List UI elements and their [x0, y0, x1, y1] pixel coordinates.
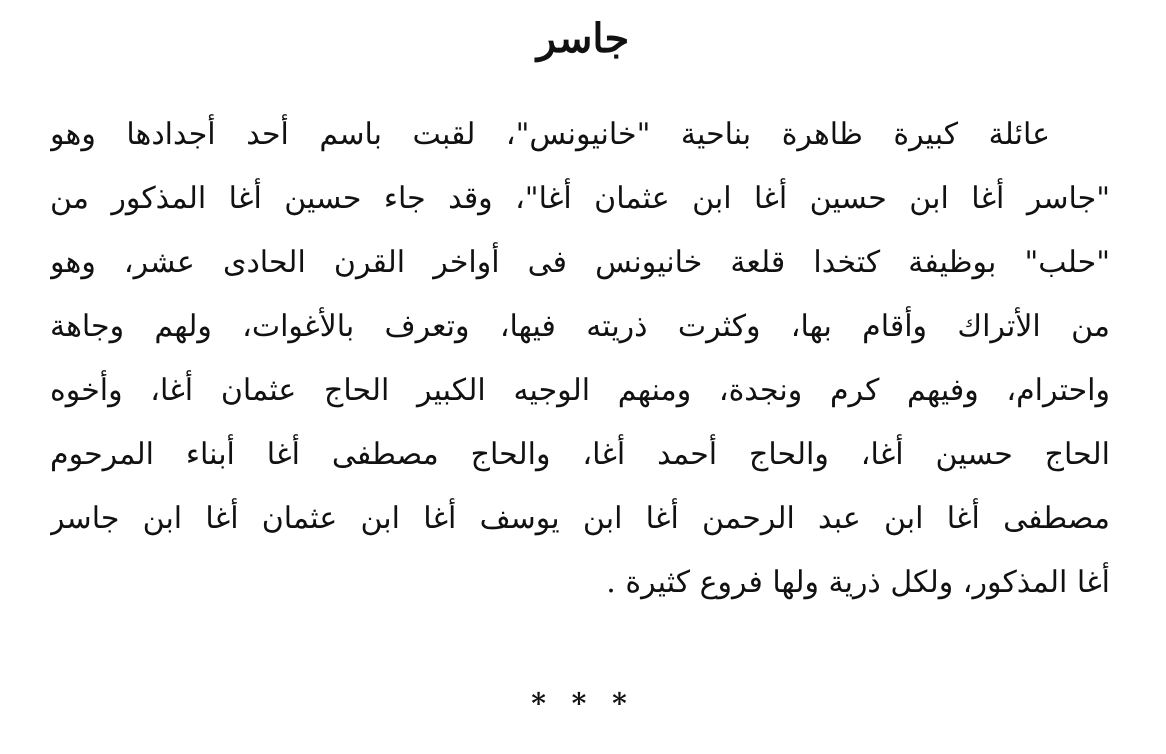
text-line: الحاج حسين أغا، والحاج أحمد أغا، والحاج مصطفى أغا أبناء المرحوم — [50, 437, 1110, 472]
text-line: من الأتراك وأقام بها، وكثرت ذريته فيها، وتعرف بالأغوات، ولهم وجاهة — [50, 309, 1110, 344]
body-paragraph — [50, 103, 1110, 615]
text-line: "جاسر أغا ابن حسين أغا ابن عثمان أغا"، وقد جاء حسين أغا المذكور من — [50, 181, 1110, 216]
section-divider-ornament: * * * — [531, 687, 635, 720]
text-line: واحترام، وفيهم كرم ونجدة، ومنهم الوجيه الكبير الحاج عثمان أغا، وأخوه — [50, 373, 1110, 408]
text-line: عائلة كبيرة ظاهرة بناحية "خانيونس"، لقبت باسم أحد أجدادها وهو — [50, 117, 1050, 152]
page-title: جاسر — [536, 15, 630, 62]
text-line: "حلب" بوظيفة كتخدا قلعة خانيونس فى أواخر القرن الحادى عشر، وهو — [50, 245, 1110, 280]
text-line: أغا المذكور، ولكل ذرية ولها فروع كثيرة . — [606, 565, 1110, 600]
text-line: مصطفى أغا ابن عبد الرحمن أغا ابن يوسف أغا ابن عثمان أغا ابن جاسر — [50, 501, 1110, 536]
